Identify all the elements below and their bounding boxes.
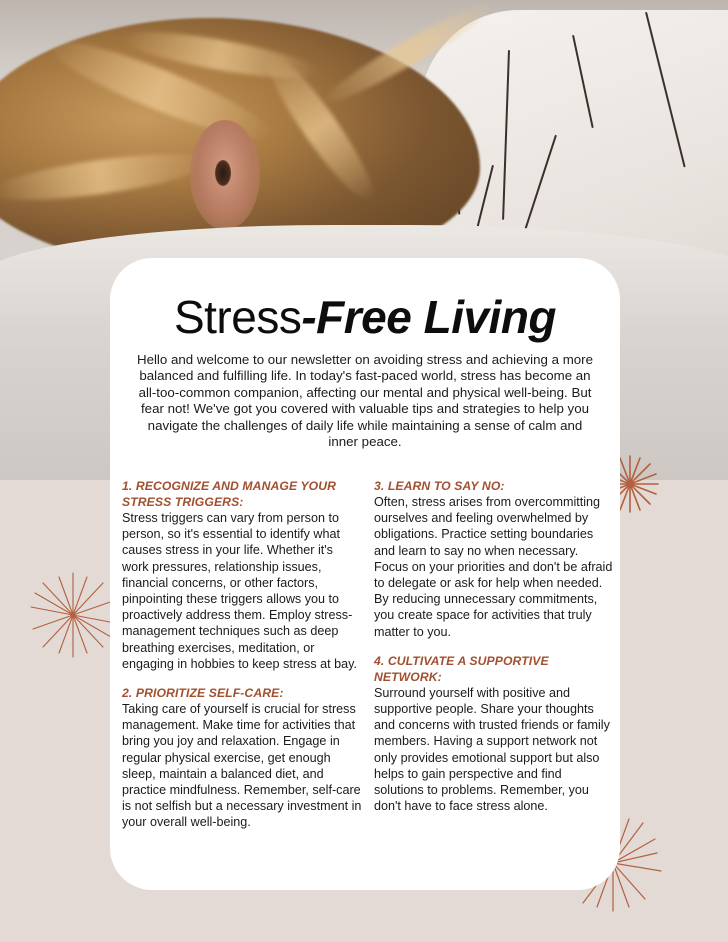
- section-heading: 1. RECOGNIZE AND MANAGE YOUR STRESS TRIGGERS:: [122, 479, 337, 509]
- section-self-care: [122, 685, 362, 831]
- section-body: Surround yourself with positive and supportive people. Share your thoughts and concerns with trusted friends or family members. Having a support network not only provides emotional support but also helps to gain perspective and find solutions to problems. Remember, you don't have to face stress alone.: [374, 685, 610, 814]
- eye: [215, 160, 231, 186]
- section-supportive-network: [374, 653, 614, 815]
- title-bold: -Free Living: [301, 291, 557, 343]
- page-title: [110, 288, 620, 346]
- section-body: Often, stress arises from overcommitting ourselves and feeling overwhelmed by obligations. Practice setting boundaries and learn to say no when necessary. Focus on your priorities and don't be afraid to delegate or ask for help when needed. By reducing unnecessary commitments, you create space for activities that truly matter to you.: [374, 495, 613, 639]
- right-column: [374, 478, 614, 827]
- intro-paragraph: Hello and welcome to our newsletter on avoiding stress and achieving a more balanced and fulfilling life. In today's fast-paced world, stress has become an all-too-common companion, affecting our mental and physical well-being. But fear not! We've got you covered with valuable tips and strategies to help you navigate the challenges of daily life while maintaining a sense of calm and inner peace.: [136, 352, 594, 450]
- section-say-no: [374, 478, 614, 640]
- section-heading: 3. LEARN TO SAY NO:: [374, 479, 505, 493]
- section-heading: 4. CULTIVATE A SUPPORTIVE NETWORK:: [374, 653, 549, 684]
- section-body: Taking care of yourself is crucial for stress management. Make time for activities that bring you joy and relaxation. Engage in regular physical exercise, get enough sleep, maintain a balanced diet, and practice mindfulness. Remember, self-care is not selfish but a necessary investment in your overall well-being.: [122, 702, 362, 830]
- left-column: [122, 478, 362, 844]
- newsletter-card: [110, 258, 620, 890]
- title-light: Stress: [173, 291, 302, 343]
- section-heading: 2. PRIORITIZE SELF-CARE:: [122, 686, 284, 701]
- section-stress-triggers: [122, 478, 362, 672]
- section-body: Stress triggers can vary from person to person, so it's essential to identify what causes stress in your life. Whether it's work pressures, relationship issues, financial concerns, or other factors, pinpointing these triggers allows you to proactively address them. Employ stress-management techniques such as deep breathing exercises, meditation, or engaging in hobbies to keep stress at bay.: [122, 511, 358, 671]
- sparkle-star-icon: [28, 570, 118, 660]
